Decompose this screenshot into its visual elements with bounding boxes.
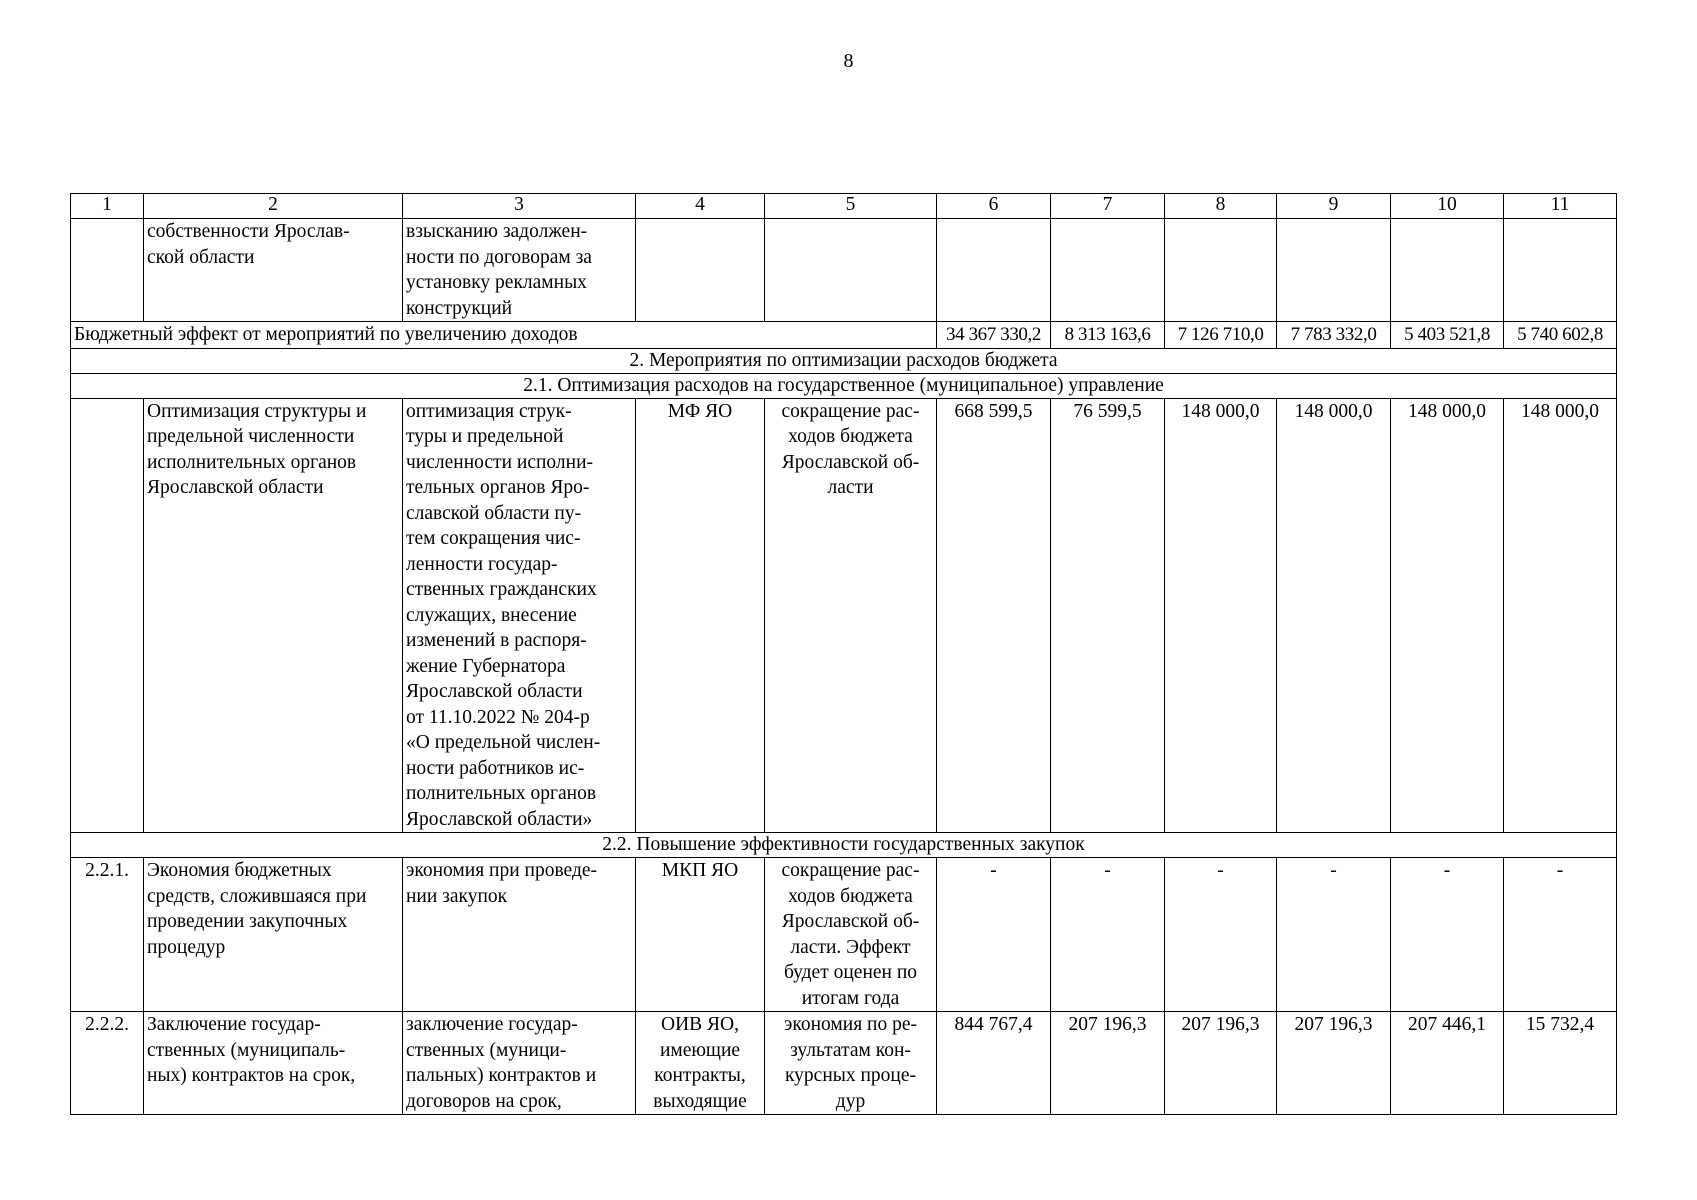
budget-measures-table bbox=[70, 193, 1617, 1115]
expected-effect: сокращение рас- ходов бюджета Ярославской об- ласти bbox=[765, 398, 937, 833]
page-number: 8 bbox=[843, 50, 854, 72]
amount-cell: - bbox=[1391, 858, 1504, 1012]
measure-name: Оптимизация структуры и предельной численности исполнительных органов Ярославской области bbox=[144, 398, 403, 833]
amount-cell: 148 000,0 bbox=[1391, 398, 1504, 833]
amount-cell: - bbox=[1504, 858, 1617, 1012]
amount-cell: 148 000,0 bbox=[1504, 398, 1617, 833]
amount-cell: - bbox=[1165, 858, 1277, 1012]
measure-description: оптимизация струк- туры и предельной численности исполни- тельных органов Яро- славской области пу- тем сокращения чис- ленности государ- ственных гражданских служащих, внесение изменений в распоря- жение Губернатора Ярославской области от 11.10.2022 № 204-р «О предельной числен- ности работников ис- полнительных органов Ярославской области» bbox=[403, 398, 636, 833]
column-header: 5 bbox=[765, 194, 937, 219]
column-header: 3 bbox=[403, 194, 636, 219]
column-header: 6 bbox=[937, 194, 1051, 219]
section-heading-row bbox=[71, 348, 1617, 373]
table-row bbox=[71, 219, 1617, 322]
amount-cell: 207 446,1 bbox=[1391, 1012, 1504, 1115]
row-number: 2.2.2. bbox=[71, 1012, 144, 1115]
table-cell bbox=[1165, 219, 1277, 322]
amount-cell: - bbox=[937, 858, 1051, 1012]
amount-cell: 15 732,4 bbox=[1504, 1012, 1617, 1115]
measure-name: Экономия бюджетных средств, сложившаяся при проведении закупочных процедур bbox=[144, 858, 403, 1012]
column-header: 8 bbox=[1165, 194, 1277, 219]
column-header: 1 bbox=[71, 194, 144, 219]
amount-cell: - bbox=[1051, 858, 1165, 1012]
executor: ОИВ ЯО, имеющие контракты, выходящие bbox=[636, 1012, 765, 1115]
total-row bbox=[71, 322, 1617, 349]
amount-cell: 207 196,3 bbox=[1051, 1012, 1165, 1115]
amount-cell: 844 767,4 bbox=[937, 1012, 1051, 1115]
amount-cell: 148 000,0 bbox=[1165, 398, 1277, 833]
amount-cell: 148 000,0 bbox=[1277, 398, 1391, 833]
total-value: 7 126 710,0 bbox=[1165, 322, 1277, 349]
executor: МКП ЯО bbox=[636, 858, 765, 1012]
subsection-title: 2.1. Оптимизация расходов на государственное (муниципальное) управление bbox=[71, 373, 1617, 398]
measure-description: взысканию задолжен- ности по договорам за установку рекламных конструкций bbox=[403, 219, 636, 322]
section-title: 2. Мероприятия по оптимизации расходов бюджета bbox=[71, 348, 1617, 373]
measure-name: собственности Ярослав- ской области bbox=[144, 219, 403, 322]
table-cell bbox=[1504, 219, 1617, 322]
table-cell bbox=[636, 219, 765, 322]
total-value: 8 313 163,6 bbox=[1051, 322, 1165, 349]
row-number: 2.2.1. bbox=[71, 858, 144, 1012]
amount-cell: - bbox=[1277, 858, 1391, 1012]
table-cell bbox=[1277, 219, 1391, 322]
amount-cell: 668 599,5 bbox=[937, 398, 1051, 833]
row-number bbox=[71, 398, 144, 833]
column-header: 4 bbox=[636, 194, 765, 219]
subsection-heading-row bbox=[71, 833, 1617, 858]
table-cell bbox=[937, 219, 1051, 322]
amount-cell: 207 196,3 bbox=[1277, 1012, 1391, 1115]
amount-cell: 207 196,3 bbox=[1165, 1012, 1277, 1115]
column-header: 7 bbox=[1051, 194, 1165, 219]
table-cell bbox=[1391, 219, 1504, 322]
executor: МФ ЯО bbox=[636, 398, 765, 833]
table-cell bbox=[765, 219, 937, 322]
table-row bbox=[71, 858, 1617, 1012]
measure-description: заключение государ- ственных (муници- пальных) контрактов и договоров на срок, bbox=[403, 1012, 636, 1115]
table-cell bbox=[1051, 219, 1165, 322]
measure-description: экономия при проведе- нии закупок bbox=[403, 858, 636, 1012]
expected-effect: сокращение рас- ходов бюджета Ярославской об- ласти. Эффект будет оценен по итогам года bbox=[765, 858, 937, 1012]
table-row bbox=[71, 1012, 1617, 1115]
subsection-heading-row bbox=[71, 373, 1617, 398]
column-header: 2 bbox=[144, 194, 403, 219]
subsection-title: 2.2. Повышение эффективности государственных закупок bbox=[71, 833, 1617, 858]
total-value: 7 783 332,0 bbox=[1277, 322, 1391, 349]
column-header: 10 bbox=[1391, 194, 1504, 219]
total-value: 5 403 521,8 bbox=[1391, 322, 1504, 349]
measure-name: Заключение государ- ственных (муниципаль- ных) контрактов на срок, bbox=[144, 1012, 403, 1115]
table-row bbox=[71, 398, 1617, 833]
column-header: 11 bbox=[1504, 194, 1617, 219]
total-value: 34 367 330,2 bbox=[937, 322, 1051, 349]
amount-cell: 76 599,5 bbox=[1051, 398, 1165, 833]
column-number-row bbox=[71, 194, 1617, 219]
total-label: Бюджетный эффект от мероприятий по увеличению доходов bbox=[71, 322, 937, 349]
column-header: 9 bbox=[1277, 194, 1391, 219]
expected-effect: экономия по ре- зультатам кон- курсных проце- дур bbox=[765, 1012, 937, 1115]
total-value: 5 740 602,8 bbox=[1504, 322, 1617, 349]
row-number bbox=[71, 219, 144, 322]
